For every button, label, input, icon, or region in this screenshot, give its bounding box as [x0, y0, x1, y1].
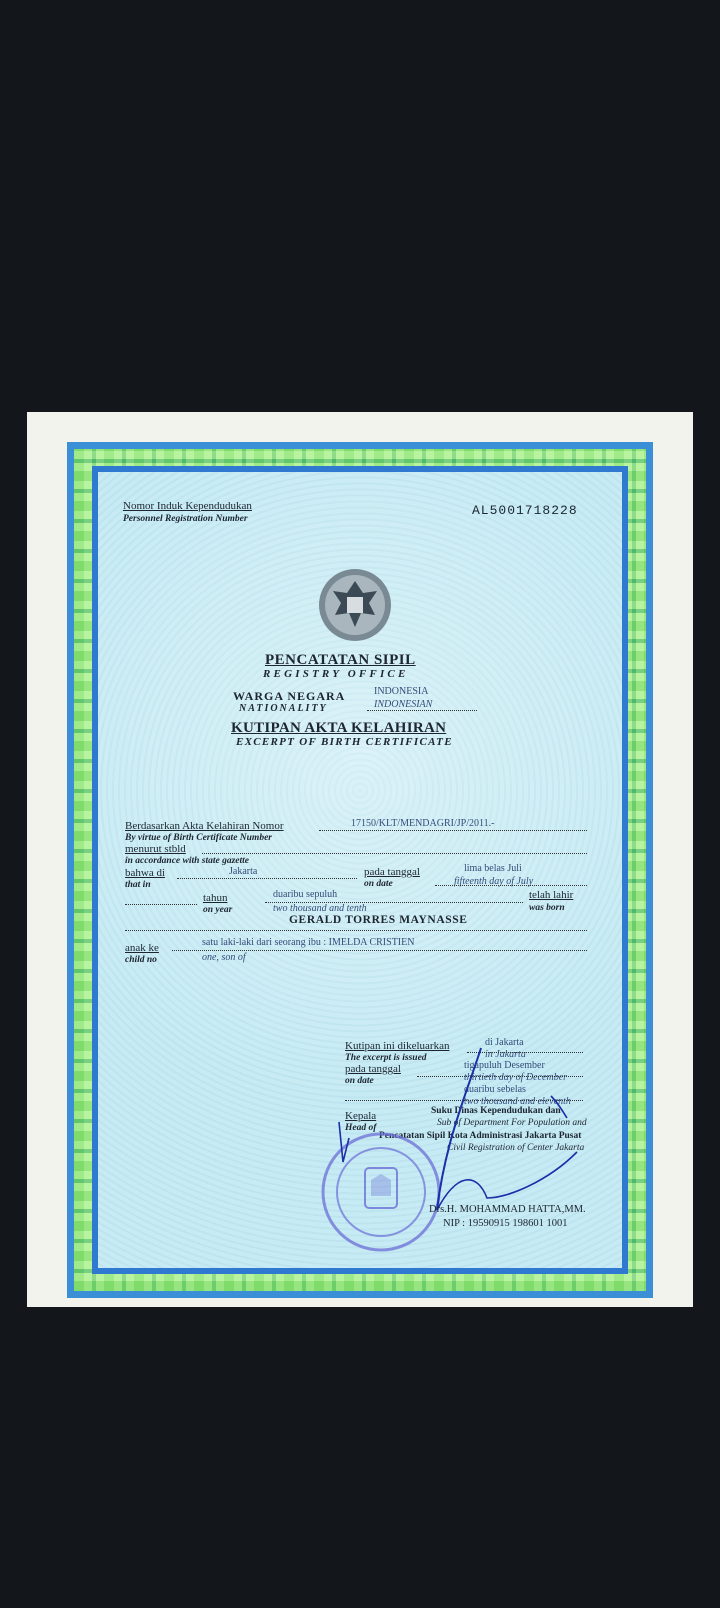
nationality-label: WARGA NEGARA: [233, 689, 346, 703]
cert-no-dots: [319, 830, 587, 831]
cert-no-label-en: By virtue of Birth Certificate Number: [125, 833, 272, 843]
child-name-dots: [125, 930, 587, 931]
dept-line3: Pencatatan Sipil Kota Administrasi Jakarta Pusat: [379, 1131, 582, 1141]
issue-date-line3: duaribu sebelas: [464, 1084, 526, 1095]
issued-value: di Jakarta: [485, 1037, 524, 1048]
year-dots: [265, 902, 523, 903]
nik-label-en: Personnel Registration Number: [123, 514, 248, 524]
place-label-en: that in: [125, 880, 151, 890]
issued-label-en: The excerpt is issued: [345, 1053, 427, 1063]
signature-mark: [327, 1022, 597, 1222]
date-label-en: on date: [364, 879, 393, 889]
dept-line2: Sub of Department For Population and: [437, 1118, 587, 1128]
stbld-label: menurut stbld: [125, 843, 186, 855]
document-title-en: EXCERPT OF BIRTH CERTIFICATE: [236, 736, 453, 748]
child-no-label: anak ke: [125, 942, 159, 954]
issue-date-line2: thirtieth day of December: [464, 1072, 568, 1083]
nik-label: Nomor Induk Kependudukan: [123, 500, 252, 512]
year-label: tahun: [203, 892, 228, 904]
child-no-label-en: child no: [125, 955, 157, 965]
head-label-en: Head of: [345, 1123, 377, 1133]
place-label: bahwa di: [125, 867, 166, 879]
year-lead-dots: [125, 904, 197, 905]
year-label-en: on year: [203, 905, 233, 915]
child-no-value: satu laki-laki dari seorang ibu : IMELDA CRISTIEN: [202, 937, 415, 948]
date-value-en: fifteenth day of July: [454, 876, 534, 887]
issue-date-line1: tigapuluh Desember: [464, 1060, 545, 1071]
head-label: Kepala: [345, 1110, 377, 1122]
stbld-dots: [202, 853, 587, 854]
dept-line1: Suku Dinas Kependudukan dan: [431, 1106, 561, 1116]
dept-line4: Civil Registration of Center Jakarta: [447, 1143, 585, 1153]
born-label: telah lahir: [529, 889, 574, 901]
date-label: pada tanggal: [364, 866, 420, 878]
office-title-en: REGISTRY OFFICE: [263, 668, 409, 680]
nationality-value: INDONESIA: [374, 686, 429, 697]
issue-date-line4: two thousand and eleventh: [464, 1096, 571, 1107]
nationality-value-en: INDONESIAN: [374, 699, 433, 710]
date-dots: [435, 885, 587, 886]
child-name: GERALD TORRES MAYNASSE: [289, 914, 468, 926]
official-name: Drs.H. MOHAMMAD HATTA,MM.: [429, 1204, 586, 1215]
issued-value-en: in Jakarta: [485, 1049, 526, 1060]
date-value: lima belas Juli: [464, 863, 522, 874]
child-no-dots: [172, 950, 587, 951]
issue-date-label-en: on date: [345, 1076, 374, 1086]
cert-no-value: 17150/KLT/MENDAGRI/JP/2011.-: [351, 818, 495, 829]
nationality-dots: [367, 710, 477, 711]
nationality-label-en: NATIONALITY: [239, 703, 328, 714]
place-dots: [177, 878, 357, 879]
nik-number: AL5001718228: [472, 503, 578, 518]
year-value: duaribu sepuluh: [273, 889, 338, 900]
year-value-en: two thousand and tenth: [273, 903, 367, 914]
cert-no-label: Berdasarkan Akta Kelahiran Nomor: [125, 820, 284, 832]
issue-date-label: pada tanggal: [345, 1063, 401, 1075]
document-title: KUTIPAN AKTA KELAHIRAN: [231, 720, 447, 736]
stbld-label-en: in accordance with state gazette: [125, 856, 250, 866]
office-title: PENCATATAN SIPIL: [265, 652, 416, 668]
place-value: Jakarta: [229, 866, 258, 877]
issued-label: Kutipan ini dikeluarkan: [345, 1040, 450, 1052]
child-no-value-en: one, son of: [202, 952, 246, 963]
garuda-emblem-icon: [317, 567, 393, 643]
official-nip: NIP : 19590915 198601 1001: [443, 1218, 568, 1229]
certificate-page: [27, 412, 693, 1307]
born-label-en: was born: [529, 903, 565, 913]
